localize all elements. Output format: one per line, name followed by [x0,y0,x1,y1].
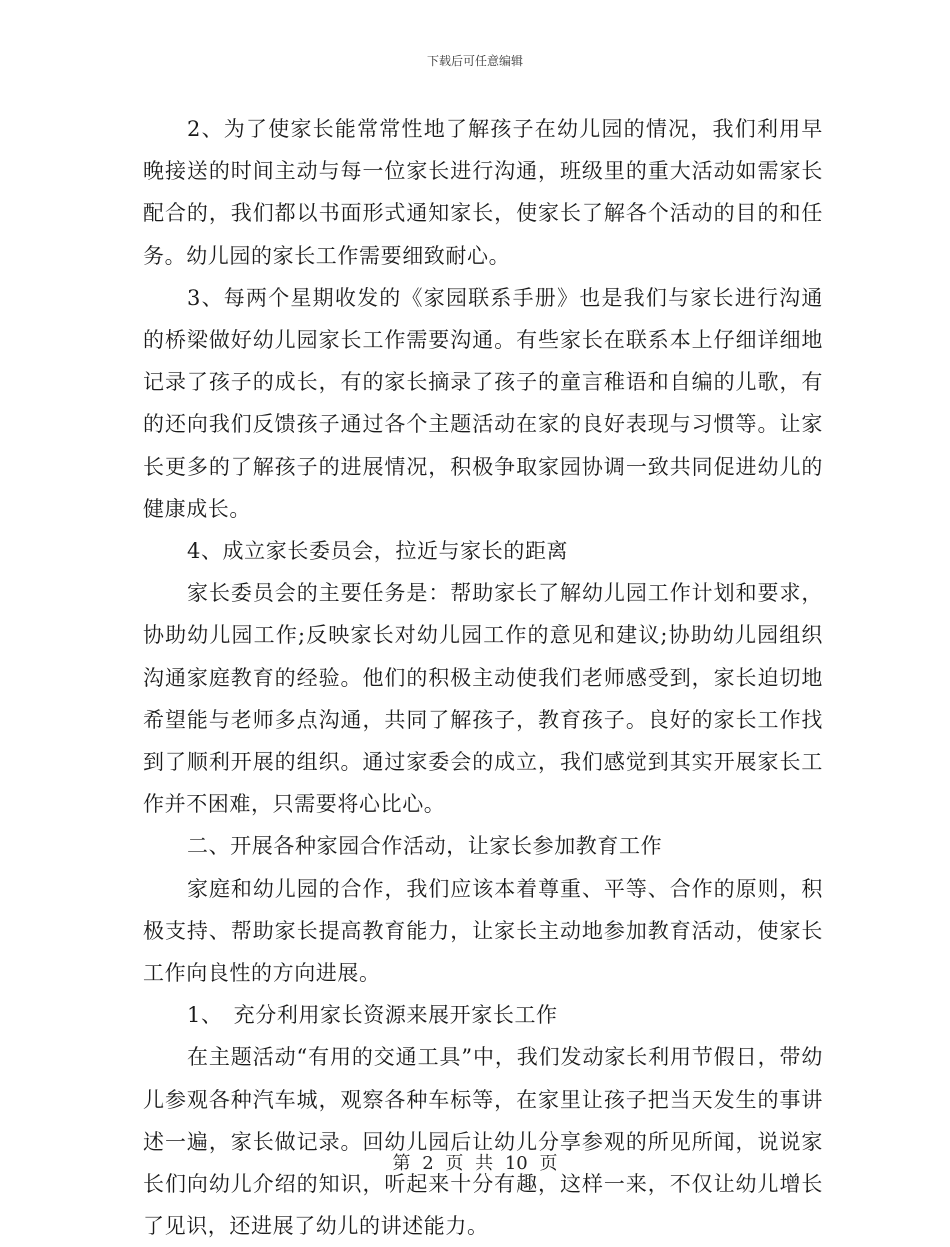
paragraph-3: 家长委员会的主要任务是：帮助家长了解幼儿园工作计划和要求，协助幼儿园工作;反映家长对幼儿园工作的意见和建议;协助幼儿园组织沟通家庭教育的经验。他们的积极主动使我们老师感受到，家长迫切地希望能与老师多点沟通，共同了解孩子，教育孩子。良好的家长工作找到了顺利开展的组织。通过家委会的成立，我们感觉到其实开展家长工作并不困难，只需要将心比心。 [143,581,823,817]
paragraph-1: 2、为了使家长能常常性地了解孩子在幼儿园的情况，我们利用早晚接送的时间主动与每一位家长进行沟通，班级里的重大活动如需家长配合的，我们都以书面形式通知家长，使家长了解各个活动的目的和任务。幼儿园的家长工作需要细致耐心。 [143,117,823,268]
paragraph-5: 在主题活动“有用的交通工具”中，我们发动家长利用节假日，带幼儿参观各种汽车城，观察各种车标等，在家里让孩子把当天发生的事讲述一遍，家长做记录。回幼儿园后让幼儿分享参观的所见所闻，说说家长们向幼儿介绍的知识，听起来十分有趣，这样一来，不仅让幼儿增长了见识，还进展了幼儿的讲述能力。 [143,1045,823,1239]
page-number: 第 2 页 共 10 页 [392,1153,558,1174]
section-heading-4: 4、成立家长委员会，拉近与家长的距离 [187,539,569,564]
page-header-note: 下载后可任意编辑 [426,54,523,68]
section-heading-2: 二、开展各种家园合作活动，让家长参加教育工作 [187,834,663,859]
paragraph-2: 3、每两个星期收发的《家园联系手册》也是我们与家长进行沟通的桥梁做好幼儿园家长工作需要沟通。有些家长在联系本上仔细详细地记录了孩子的成长，有的家长摘录了孩子的童言稚语和自编的儿歌，有的还向我们反馈孩子通过各个主题活动在家的良好表现与习惯等。让家长更多的了解孩子的进展情况，积极争取家园协调一致共同促进幼儿的健康成长。 [143,285,823,521]
section-heading-1: 1、 充分利用家长资源来展开家长工作 [187,1003,558,1028]
paragraph-4: 家庭和幼儿园的合作，我们应该本着尊重、平等、合作的原则，积极支持、帮助家长提高教育能力，让家长主动地参加教育活动，使家长工作向良性的方向进展。 [143,876,823,986]
document-body [143,108,823,1247]
